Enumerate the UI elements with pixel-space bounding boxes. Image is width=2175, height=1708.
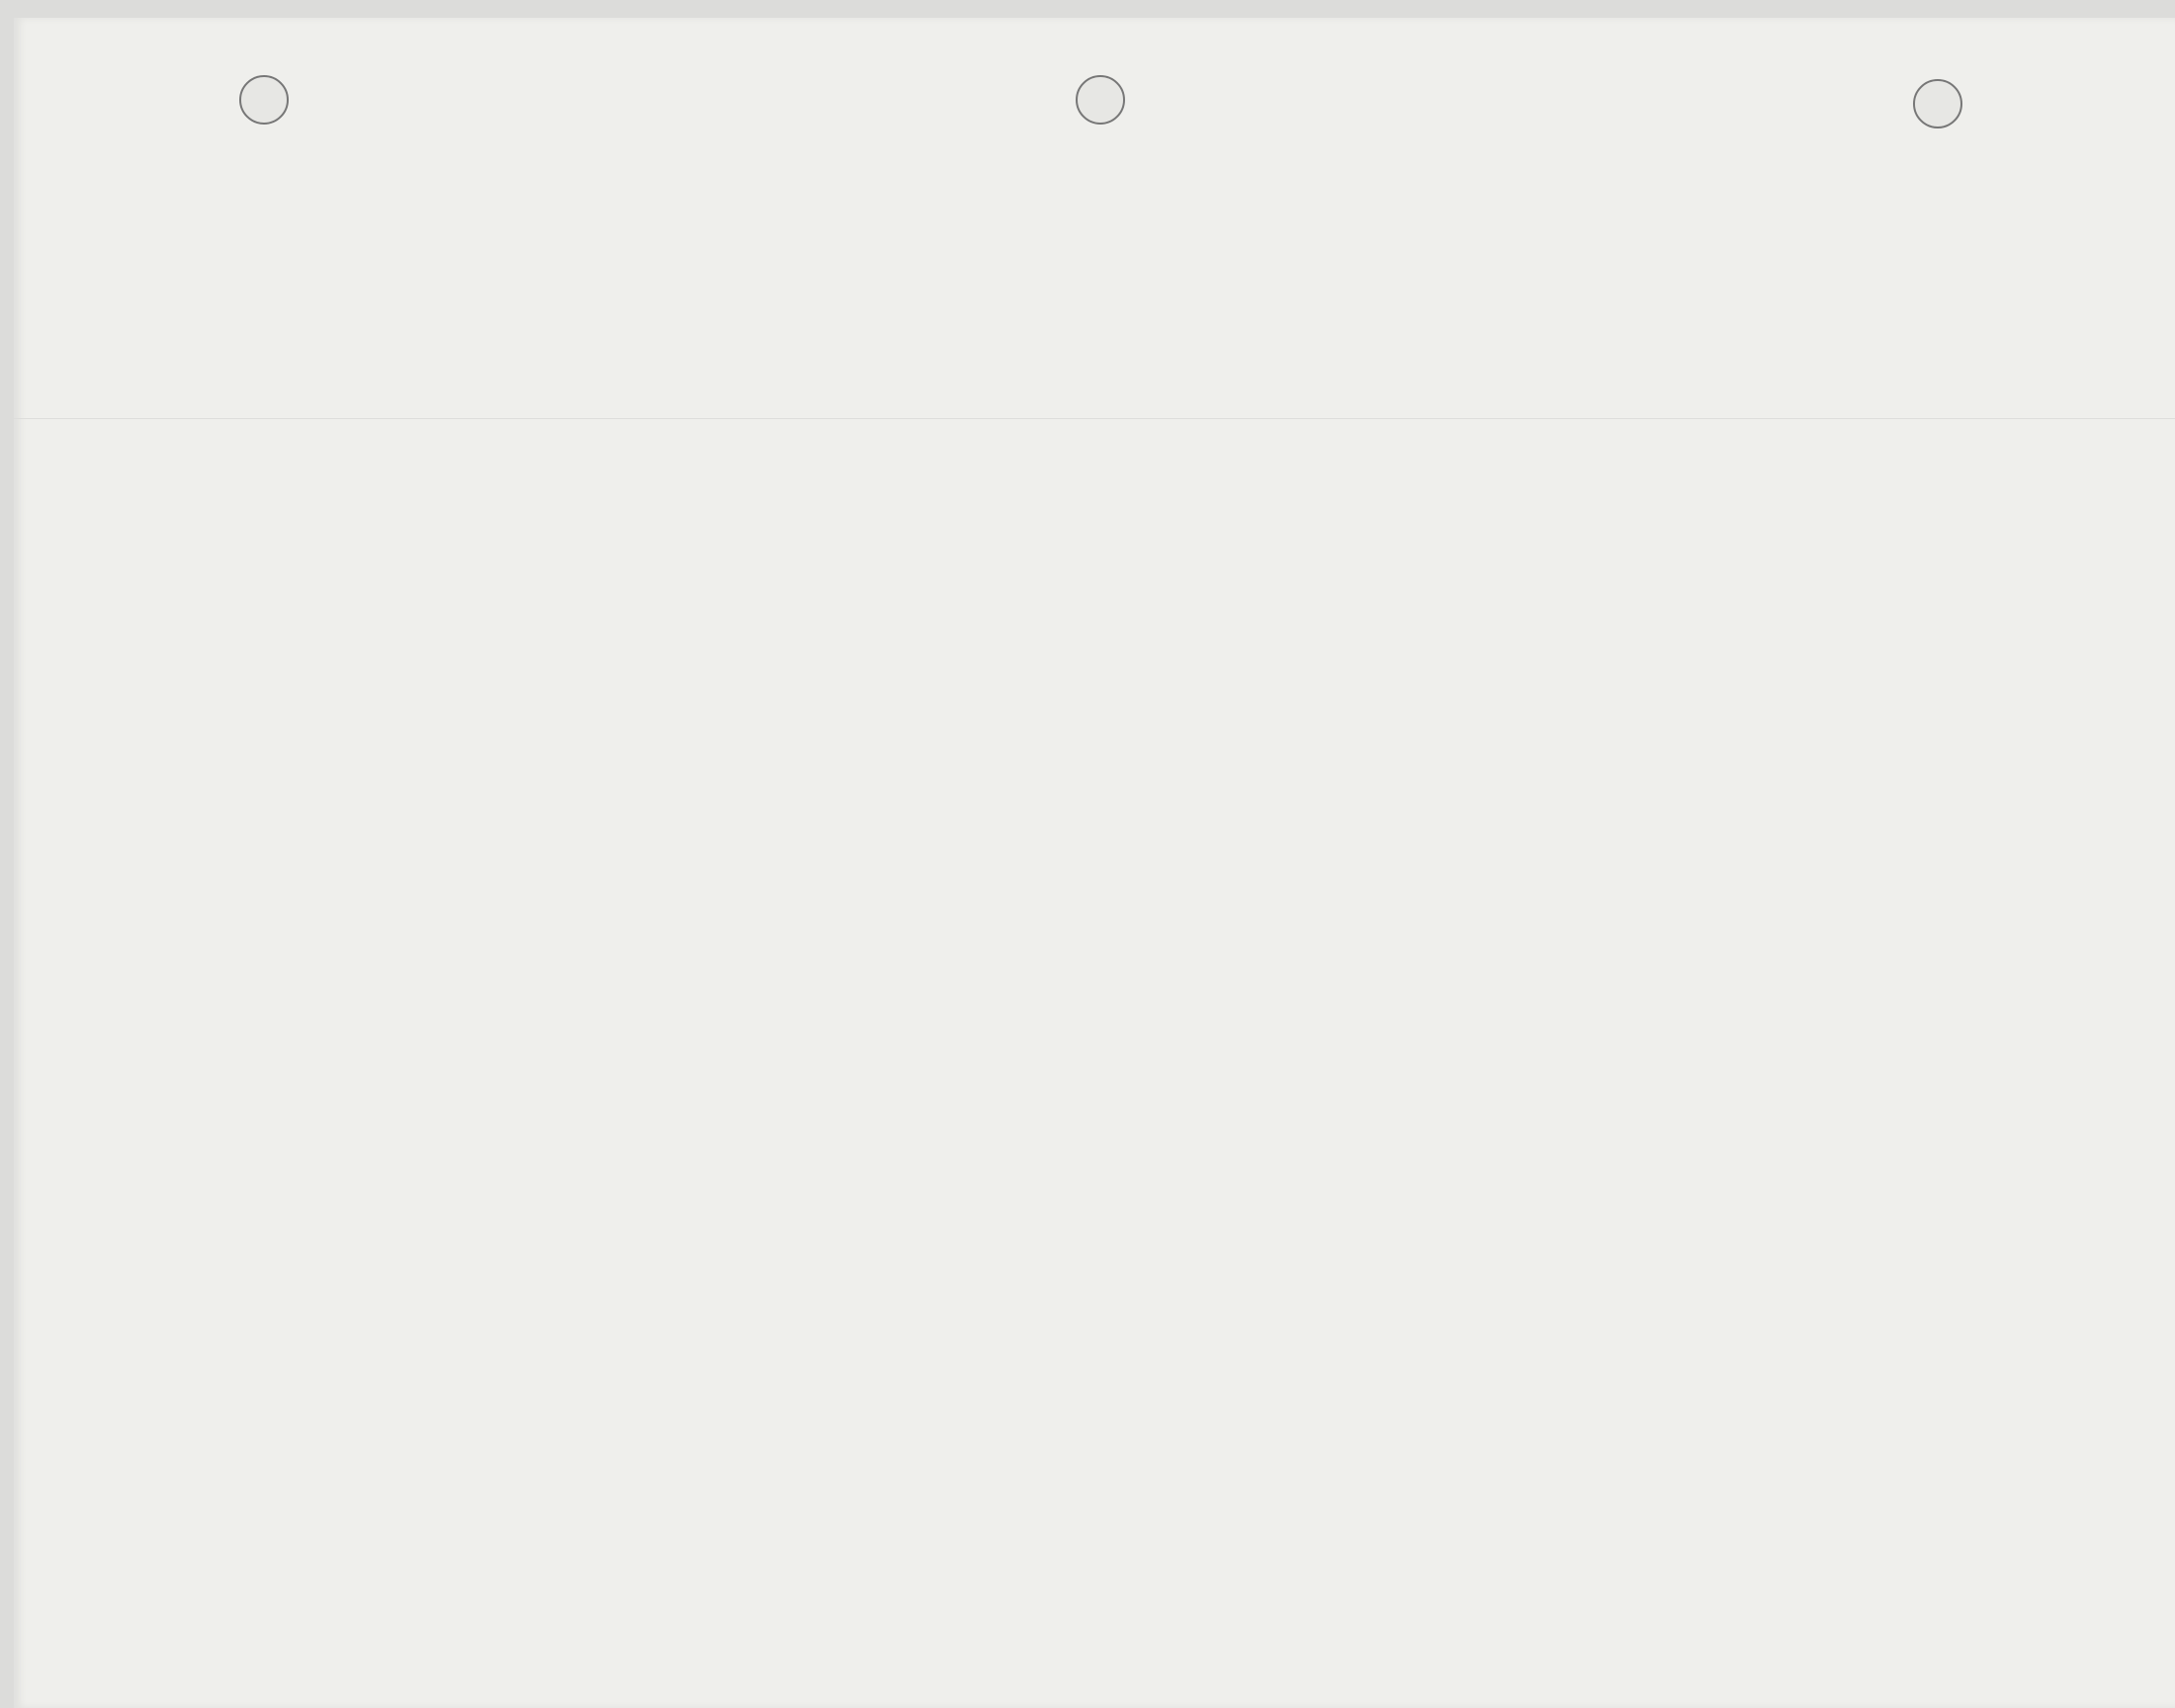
binder-hole-left (239, 75, 289, 125)
fold-line (14, 418, 2175, 419)
printout-sheet (14, 18, 2175, 1708)
binder-hole-right (1913, 79, 1962, 128)
binder-hole-center (1076, 75, 1125, 125)
